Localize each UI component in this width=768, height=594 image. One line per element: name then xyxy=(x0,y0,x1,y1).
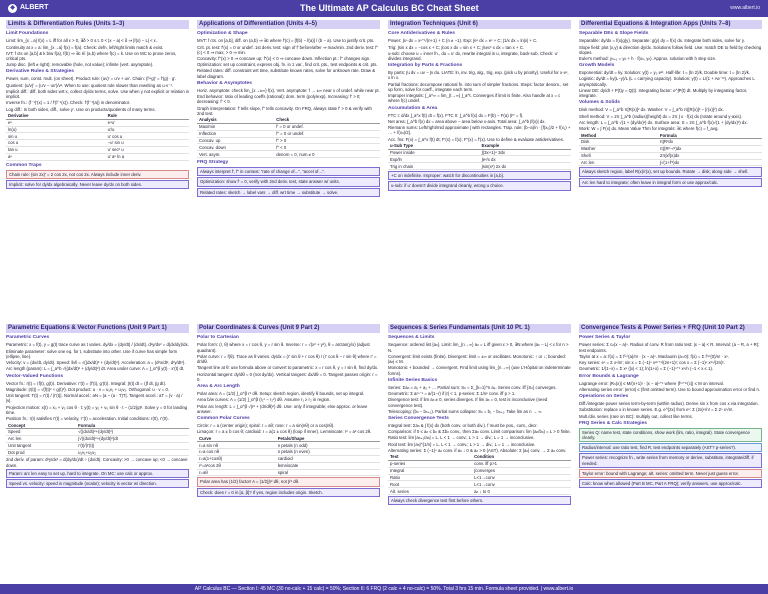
table-cell: cardioid xyxy=(276,455,380,462)
header-bar xyxy=(0,0,768,17)
table-row xyxy=(388,163,571,170)
panel-title: Sequences & Series Fundamentals (Unit 10 Pt. 1) xyxy=(388,324,571,333)
reference-table xyxy=(579,132,762,166)
formula-text: Sequence: ordered list {aₙ}. Limit: lim_{n→∞} aₙ = L iff given ε > 0, ∃N where |aₙ − L| < ε for n > N. xyxy=(388,342,569,353)
footer-bar xyxy=(0,584,768,594)
section-heading: Optimization & Shape xyxy=(197,31,248,37)
formula-text: Polar area: A = (1/2) ∫_α^β r² dθ. Setup: sketch region, identify θ bounds, set up integral. xyxy=(197,391,365,397)
formula-text: Divergence test: if lim aₙ ≠ 0, series diverges. If lim aₙ = 0, test is inconclusive (need convergence test). xyxy=(388,397,548,408)
panel-body xyxy=(197,30,380,196)
table-row xyxy=(6,435,189,442)
formula-text: 2nd deriv. of param: d²y/dx² = d(dy/dx)/dt ÷ (dx/dt). Concavity: >0 → concave up; <0 → concave down. xyxy=(6,457,188,468)
section-heading: Volumes & Solids xyxy=(579,100,620,106)
table-cell: lemniscate xyxy=(276,462,380,469)
table-cell: Inflection xyxy=(197,130,274,137)
section-heading: Derivative Rules & Strategies xyxy=(6,69,74,75)
formula-text: Projection motion: x(t) = x₀ + v₀ cos θ · t; y(t) = y₀ + v₀ sin θ · t − (1/2)gt². Solve y = 0 for landing time. xyxy=(6,404,188,415)
logo-text: ALBERT xyxy=(20,4,49,12)
panel-body xyxy=(388,30,571,190)
table-cell: Disk xyxy=(579,139,658,146)
formula-text: Alternating series: Σ (−1)ⁿ aₙ conv. if aₙ ↓ 0 & aₙ > 0 (AST). Absolute: Σ |aₙ| conv. → Σ aₙ conv. xyxy=(388,447,567,453)
table-cell: r′(t)/|r′(t)| xyxy=(76,442,189,449)
table-row xyxy=(6,442,189,449)
table-body xyxy=(6,119,189,160)
column-header: Derivative xyxy=(6,113,106,119)
formula-text: Partial fractions: decompose rational fn. into sum of simpler fractions. Steps: factor denom., set up form, solve for coeff., integrate each term. xyxy=(388,81,569,92)
table-body xyxy=(388,149,571,169)
formula-text: Separable: dy/dx = f(x)g(y). Separate: g(y) dy = f(x) dx. Integrate both sides, solve for y. xyxy=(579,38,745,44)
section-heading: Accumulation & Area xyxy=(388,105,438,111)
table-cell: sin u xyxy=(6,133,106,140)
panel-parametric-vector xyxy=(4,323,191,583)
table-row xyxy=(197,123,380,130)
formula-text: Velocity: v = (dx/dt, dy/dt). Speed: ‖v‖ = √((dx/dt)² + (dy/dt)²). Acceleration: a = (d²x/dt², d²y/dt²). xyxy=(6,360,186,366)
table-cell: n petals (n odd) xyxy=(276,442,380,449)
section-heading: Error Bounds & Lagrange xyxy=(579,373,639,379)
formula-text: Logistic: dy/dt = ky(L−y)/L (L = carrying capacity). Solution: y(t) = L/(1 + Ae⁻ᵏᵗ). Approaches L asymptotically. xyxy=(579,76,755,87)
cheat-sheet-grid xyxy=(4,19,764,583)
table-cell: ∫√((dx/dt)²+(dy/dt)²)dt xyxy=(76,435,189,442)
tip-callout: +C on indefinite. Improper: watch for discontinuities in [a,b]. xyxy=(388,171,571,180)
panel-title: Polar Coordinates & Curves (Unit 9 Part 2) xyxy=(197,324,380,333)
panel-integration-techniques xyxy=(386,19,573,321)
tip-callout: Related rates: sketch → label vars → diff. wrt time → substitute → solve. xyxy=(197,188,380,197)
formula-text: u-sub: choose u = inner fn., du = u′ dx, rewrite integral in u, integrate, back-sub. Check: u′ divides integrand. xyxy=(388,50,558,61)
section-heading: Integration by Parts & Fractions xyxy=(388,63,463,69)
column-header: Rule xyxy=(106,113,189,119)
column-header: Formula xyxy=(76,422,189,428)
table-cell: Trig in chain xyxy=(388,163,480,170)
section-heading: Sequences & Limits xyxy=(388,335,435,341)
formula-text: Telescoping: (bₙ − bₙ₊₁). Partial sums collapse: Sₙ = b₁ − bₙ₊₁. Take lim as n → ∞. xyxy=(388,408,543,414)
table-cell: L<1→conv xyxy=(472,474,571,481)
panel-body xyxy=(6,30,189,189)
panel-title: Limits & Differentiation Rules (Units 1–3) xyxy=(6,20,189,29)
formula-text: IVT: f cts on [a,b] & k b/w f(a), f(b) ⇒ ∃c ∈ (a,b) where f(c) = k. Use on MC to prove zeros, critical pts. xyxy=(6,50,177,61)
formula-text: Horizontal tangent: dy/dθ = 0 (not dy/dx). Vertical tangent: dx/dθ = 0. Tangent passes origin: r = 0. xyxy=(197,371,378,382)
panel-applications-differentiation xyxy=(195,19,382,321)
formula-text: Quotient: (u/v)′ = (u′v − uv′)/v². When to use: quotient rule slower than rewriting as u·v⁻¹. xyxy=(6,82,174,88)
section-heading: Common Traps xyxy=(6,162,42,168)
section-heading: FRQ Series & Calc Strategies xyxy=(579,420,647,426)
table-cell: Exp/ln xyxy=(388,156,480,163)
table-row xyxy=(579,152,762,159)
table-cell: tan u xyxy=(6,147,106,154)
table-cell: ∫sin(x²) 2x dx xyxy=(480,163,571,170)
column-header: Example xyxy=(480,143,571,149)
panel-body xyxy=(6,334,189,488)
table-row xyxy=(6,140,189,147)
table-cell: cos u xyxy=(6,140,106,147)
section-heading: Vector-Valued Functions xyxy=(6,373,64,379)
formula-text: Arc length (param): L = ∫_a^b √((dx/dt)² + (dy/dt)²) dt. Area under curve: A = ∫_α^β y(t) · x′(t) dt. xyxy=(6,366,185,372)
table-row xyxy=(388,149,571,156)
formula-text: Root test: lim |aₙ|^{1/n} = L. L < 1 → conv.; L > 1 → div.; L = 1 → inconclusive. xyxy=(388,441,536,447)
formula-text: Taylor at x = a: f(x) = Σ f⁽ⁿ⁾(a)/n! · (x − a)ⁿ. Maclaurin (a=0): f(x) = Σ f⁽ⁿ⁾(0)/n! · xⁿ. xyxy=(579,353,730,359)
section-heading: Common Polar Curves xyxy=(197,416,250,421)
panel-power-series-frq xyxy=(577,323,764,583)
panel-title: Parametric Equations & Vector Functions (Unit 9 Part 1) xyxy=(6,324,189,333)
panel-differential-equations xyxy=(577,19,764,321)
tip-callout: Calc: know when allowed (Part B MC, Part A FRQ); verify answers, use approx/calc. xyxy=(579,479,762,488)
table-cell: π∫(R²−r²)dx xyxy=(658,145,762,152)
albert-logo-icon: ◆ xyxy=(8,4,17,13)
column-header: Concept xyxy=(6,422,76,428)
table-cell: spiral xyxy=(276,469,380,476)
formula-text: Position fn.: r(t) satisfies r′(t) = velocity, r″(t) = acceleration. Initial conditions: r(0), r′(0). xyxy=(6,416,169,421)
table-cell: Vert. asym. xyxy=(197,151,274,158)
table-cell: f″ > 0 xyxy=(274,137,380,144)
column-header: u-Sub Type xyxy=(388,143,480,149)
table-row xyxy=(197,442,380,449)
formula-text: Circle: r = a (center origin); spiral: r = aθ; rose: r = a sin(nθ) or a cos(nθ). xyxy=(197,422,335,428)
reference-table xyxy=(197,435,380,476)
table-cell: L<1→conv xyxy=(472,481,571,488)
tip-callout: Implicit: solve for dy/dx algebraically. Never leave dy/dx on both sides. xyxy=(6,180,189,189)
table-row xyxy=(388,156,571,163)
tip-callout: Optimization: show f′ = 0, verify with 2nd deriv. test, state answer w/ units. xyxy=(197,177,380,186)
column-header: Check xyxy=(274,117,380,123)
formula-text: Integral test: Σaₙ & ∫ f(x) dx (both conv. or both div.). f must be pos., cont., decr. xyxy=(388,422,538,428)
formula-text: Magnitude: |r(t)| = √(f(t)² + g(t)²). Dot product: u · v = u₁v₁ + u₂v₂. Orthogonal: u · v = 0. xyxy=(6,386,170,392)
column-header: Method xyxy=(579,132,658,138)
formula-text: Geometric: 1/(1−x) = Σ xⁿ (|x| < 1); ln(1+x) = Σ (−1)ⁿ⁺¹ xⁿ/n (−1 < x ≤ 1). xyxy=(579,366,714,372)
table-row xyxy=(197,130,380,137)
formula-text: MVT: f cts. on [a,b], diff. on (a,b) ⇒ ∃c where f′(c) = [f(b) − f(a)] / (b − a). Use to justify crit. pts. xyxy=(197,38,375,44)
table-cell: Concav. down xyxy=(197,144,274,151)
table-row xyxy=(197,462,380,469)
table-row xyxy=(388,467,571,474)
formula-text: Disk method: V = ∫_a^b π[R(x)]² dx. Washer: V = ∫_a^b π([R(x)]² − [r(x)]²) dx. xyxy=(579,107,724,113)
table-cell: u′ sec² u xyxy=(106,147,189,154)
table-row xyxy=(579,139,762,146)
table-cell: Root xyxy=(388,481,472,488)
formula-text: Concavity: f″(x) > 0 ⇒ concave up; f″(x) < 0 ⇒ concave down. Inflection pt.: f″ changes sign. xyxy=(197,56,371,61)
table-row xyxy=(197,449,380,456)
table-cell: Power inside xyxy=(388,149,480,156)
formula-text: Polar arc length: L = ∫_α^β √(r² + (dr/dθ)²) dθ. Use: only if integrable; else approx. or leave answer. xyxy=(197,403,368,414)
formula-text: Alternating series error: |error| ≤ (first omitted term). Use to bound approximation error or find n. xyxy=(579,386,761,392)
brand-logo[interactable] xyxy=(8,4,48,13)
table-cell: ∫converges xyxy=(472,467,571,474)
table-row xyxy=(197,455,380,462)
site-link[interactable]: www.albert.io xyxy=(730,5,760,12)
table-cell: p-series xyxy=(388,460,472,467)
table-row xyxy=(6,429,189,436)
tip-callout: Radius/interval: use ratio test, find R, test endpoints separately (AST? p-series?). xyxy=(579,443,762,452)
panel-polar xyxy=(195,323,382,583)
table-row xyxy=(6,147,189,154)
table-cell: Alt. series xyxy=(388,488,472,495)
formula-text: End behavior: ratio of leading coeffs (rational); dom. term (poly/exp). Increasing: f′ > 0; decreasing: f′ < 0. xyxy=(197,94,361,105)
table-row xyxy=(197,469,380,476)
panel-body xyxy=(579,334,762,488)
formula-text: Unit tangent: T(t) = r′(t) / |r′(t)|. Normal accel.: aN = |a − (a · T)T|. Tangent accel.: aT = (v · a) / |v|. xyxy=(6,393,183,404)
table-cell: r²=a²cos 2θ xyxy=(197,462,276,469)
section-heading: Operations on Series xyxy=(579,394,629,400)
table-cell: r=a(1+cosθ) xyxy=(197,455,276,462)
formula-text: FTC I: d/dx ∫_a^x f(t) dt = f(x). FTC II: ∫_a^b f(x) dx = F(b) − F(a) (F′ = f). xyxy=(388,112,524,118)
column-header: Formula xyxy=(658,132,762,138)
table-row xyxy=(6,133,189,140)
table-row xyxy=(388,474,571,481)
reference-table xyxy=(6,422,189,456)
formula-text: Substitution: replace x in known series. E.g. e^{2x} from eˣ: Σ (2x)ⁿ/n! = Σ 2ⁿ xⁿ/n!. xyxy=(579,407,734,413)
tip-callout: Taylor error: bound with Lagrange; alt. series: omitted term. Never just guess error. xyxy=(579,469,762,478)
table-cell: aₙ ↓ to 0 xyxy=(472,488,571,495)
formula-text: Linear DE: dy/dt + P(t)y = Q(t). Integrating factor: e^∫P(t) dt. Multiply by integrating factor, integrate. xyxy=(579,87,748,99)
formula-text: Area b/w curves: A = (1/2) ∫_α^β (r₁² − r₂²) dθ. Assume r₁ ≥ r₂ in region. xyxy=(197,397,331,403)
tip-callout: Arc len hard to integrate; often leave in integral form or use approx/calc. xyxy=(579,178,762,187)
table-body xyxy=(197,123,380,157)
formula-text: Lagrange error: |Rₙ(x)| ≤ M/(n+1)! · |x − a|ⁿ⁺¹ where |f⁽ⁿ⁺¹⁾(c)| ≤ M on interval. xyxy=(579,380,724,386)
formula-text: Diff./integrate power series term-by-term (within radius). Derive sin x from cos x via integration. xyxy=(579,401,759,407)
formula-text: Euler's method: yₙ₊₁ = yₙ + h · f(xₙ, yₙ). Approx. solution with h step size. xyxy=(579,56,717,61)
section-heading: Power Series & Taylor xyxy=(579,335,631,341)
table-row xyxy=(388,481,571,488)
table-cell: ∫(3x+1)⁴ 3dx xyxy=(480,149,571,156)
panel-title: Integration Techniques (Unit 6) xyxy=(388,20,571,29)
formula-text: Vector fn.: r(t) = ⟨f(t), g(t)⟩. Derivative: r′(t) = ⟨f′(t), g′(t)⟩. Integral: ∫r(t) dt = ⟨∫f dt, ∫g dt⟩. xyxy=(6,380,167,386)
table-cell: u′/u xyxy=(106,126,189,133)
formula-text: Graph interpretation: f′ tells slope, f″ tells concavity. On FRQ, always state f′ > 0 & verify with 2nd test. xyxy=(197,105,372,116)
table-cell: Unit tangent xyxy=(6,442,76,449)
table-cell: conv. iff p>1 xyxy=(472,460,571,467)
formula-text: Polar curve: r = f(θ). Trace as θ varies. dy/dx = (r′ sin θ + r cos θ) / (r′ cos θ − r sin θ) where r′ = dr/dθ. xyxy=(197,353,377,365)
formula-text: Jump disc. (left ≠ right); removable (hole, not value); infinite (vert. asymptote). xyxy=(6,62,154,68)
section-heading: Behavior & Asymptotes xyxy=(197,80,252,86)
table-row xyxy=(197,137,380,144)
formula-text: Improper integrals: ∫_a^∞ = lim_{t→∞} ∫_a^t. Converges if limit is finite. Also handle at x = c where f(c) undef. xyxy=(388,93,561,104)
tip-callout: Polar area has (1/2) factor! A = (1/2)∫r² dθ, not ∫r² dθ. xyxy=(197,477,380,486)
formula-text: Slope field: plot (x,y) & direction dy/dx. Solutions follow field. Use: match DE to field by checking slopes. xyxy=(579,44,762,55)
table-body xyxy=(388,460,571,494)
formula-text: Trig: ∫sin x dx = −cos x + C; ∫cos x dx = sin x + C; ∫sec² x dx = tan x + C. xyxy=(388,44,525,50)
panel-title: Convergence Tests & Power Series + FRQ (Unit 10 Part 2) xyxy=(579,324,762,333)
table-cell: ∫√(1+f′²)dx xyxy=(658,159,762,166)
reference-table xyxy=(388,143,571,170)
section-heading: Infinite Series Basics xyxy=(388,377,438,383)
table-cell: n petals (n even) xyxy=(276,449,380,456)
formula-text: Horiz. asymptote: check lim_{x→±∞} f(x). Vert. asymptote: f → ±∞ near x of undef. while near pt. xyxy=(197,87,380,93)
table-cell: f″ < 0 xyxy=(274,144,380,151)
formula-text: Ratio test: lim |aₙ₊₁/aₙ| = L. L < 1 → conv.; L > 1 → div.; L = 1 → inconclusive. xyxy=(388,435,535,441)
table-cell: 2π∫xf(x)dx xyxy=(658,152,762,159)
table-row xyxy=(6,449,189,456)
formula-text: Convergent: limit exists (finite). Divergent: limit = ±∞ or oscillates. Monotonic: ↑ or ↓; bounded: |aₙ| ≤ M. xyxy=(388,353,566,365)
formula-text: Comparison: if 0 ≤ aₙ ≤ bₙ & Σbₙ conv., then Σaₙ conv. Limit comparison: lim (aₙ/bₙ) = L > 0 finite. xyxy=(388,429,571,435)
tip-callout: Check: does r = 0 in [α, β]? If yes, region includes origin. Sketch. xyxy=(197,488,380,497)
formula-text: Power series: Σ cₙ(x − a)ⁿ. Radius of conv. R from ratio test: |x − a| < R. Interval: (a − R, a + R); test endpoints. xyxy=(579,342,760,353)
formula-text: Optimization: set up constraint, express obj. fn. in 1 var., find crit. pts., test endpoints & crit. pts. xyxy=(197,62,378,68)
table-cell: u′ aᵘ ln a xyxy=(106,153,189,160)
table-cell: f″ = 0 or undef. xyxy=(274,130,380,137)
section-heading: Polar to Cartesian xyxy=(197,335,239,341)
table-cell: aᵘ xyxy=(6,153,106,160)
tip-callout: Always sketch region, label R(x)/r(x), set up bounds. Rotate → disk; along side → shell. xyxy=(579,167,762,176)
column-header: Curve xyxy=(197,435,276,441)
table-cell: u′ cos u xyxy=(106,133,189,140)
formula-text: Eliminate parameter: solve one eq. for t, substitute into other. Use if curve has simple form (ellipse, line). xyxy=(6,348,178,359)
table-cell: Washer xyxy=(579,145,658,152)
section-heading: Growth Models xyxy=(579,63,615,69)
column-header: Analysis xyxy=(197,117,274,123)
table-cell: r=a sin nθ xyxy=(197,442,276,449)
formula-text: Tangent line at θ: use formula above or convert to parametric: x = r cos θ, y = r sin θ, find dy/dx. xyxy=(197,365,379,371)
formula-text: Inverse fn.: (f⁻¹)′(x) = 1 / f′(f⁻¹(x)). Check: f′(f⁻¹(a)) in denominator. xyxy=(6,100,131,106)
page-title: The Ultimate AP Calculus BC Cheat Sheet xyxy=(300,3,479,14)
table-row xyxy=(197,144,380,151)
table-cell: f′ = 0 or undef. xyxy=(274,123,380,130)
table-cell: Max/min xyxy=(197,123,274,130)
table-cell: eᵘ xyxy=(6,119,106,126)
table-body xyxy=(6,429,189,456)
tip-callout: Power series: recognize fn., write series from memory or derive, substitute, integrate/diff. if needed. xyxy=(579,453,762,467)
table-cell: ln(u) xyxy=(6,126,106,133)
table-cell: π∫R²dx xyxy=(658,139,762,146)
formula-text: Implicit diff.: diff. both sides wrt x, collect dy/dx terms, solve. Use when y not explicit or relation is implicit. xyxy=(6,88,190,100)
table-body xyxy=(197,442,380,476)
section-heading: Core Antiderivatives & Rules xyxy=(388,31,455,37)
formula-text: Parametric: x = f(t), y = g(t) trace curve as t varies. dy/dx = (dy/dt) / (dx/dt). d²y/dx² = d(dx/dy)/dx. xyxy=(6,342,189,348)
panel-title: Applications of Differentiation (Units 4–5) xyxy=(197,20,380,29)
table-row xyxy=(6,126,189,133)
column-header: Test xyxy=(388,454,472,460)
column-header: Condition xyxy=(472,454,571,460)
table-cell: u₁v₁+u₂v₂ xyxy=(76,449,189,456)
section-heading: Area & Arc Length xyxy=(197,384,240,390)
table-body xyxy=(579,139,762,166)
table-row xyxy=(579,145,762,152)
panel-body xyxy=(388,334,571,505)
tip-callout: u-sub: if u′ doesn't divide integrand cleanly, wrong u choice. xyxy=(388,181,571,190)
reference-table xyxy=(197,117,380,158)
table-cell: Dot prod xyxy=(6,449,76,456)
section-heading: Limit Foundations xyxy=(6,31,49,37)
panel-sequences-series xyxy=(386,323,573,583)
table-cell: Arc len xyxy=(579,159,658,166)
section-heading: FRQ Strategy xyxy=(197,160,229,166)
tip-callout: Series Q: name test, state conditions, show work (lim, ratio, integral). State convergence clearly. xyxy=(579,428,762,442)
table-cell: √((dx/dt)²+(dy/dt)²) xyxy=(76,429,189,436)
footer-text: AP Calculus BC — Section I: 45 MC (30 no-calc + 15 calc) = 50%; Section II: 6 FRQ (2 calc + 4 no-calc) = 50%. Total 3 hrs 15 min. Formula sheet provided. | www.albert.io xyxy=(194,585,574,592)
formula-text: Shell method: V = 2π ∫_a^b (radius)(height) dx = 2π ∫ x · f(x) dx (rotate around y-axis). xyxy=(579,113,743,119)
formula-text: By parts: ∫u dv = uv − ∫v du. LIATE: ln, inv. trig, alg., trig, exp. (pick u by priority). Useful for x·eˣ, x ln x. xyxy=(388,70,569,81)
table-cell: r=aθ xyxy=(197,469,276,476)
formula-text: Net area: ∫_a^b f(x) dx = area above − area below x-axis. Total area: ∫_a^b |f(x)| dx. xyxy=(388,118,546,124)
table-cell: Shell xyxy=(579,152,658,159)
formula-text: Series: Σaₙ = a₁ + a₂ + … Partial sum: Sₙ = Σ_{k=1}^n aₖ. Series conv. iff {Sₙ} converges. xyxy=(388,384,557,390)
reference-table xyxy=(6,113,189,161)
formula-text: Riemann sums: Left/right/mid approximate ∫ with rectangles. Trap. rule: (b−a)/n · [f(x₀)/2 + f(x₁) + … + f(xₙ)/2]. xyxy=(388,125,571,136)
formula-text: Related rates: diff. constraint wrt time, substitute known rates, solve for unknown rate. Draw & label diagram. xyxy=(197,68,376,79)
table-cell: Integral xyxy=(388,467,472,474)
table-cell: Arc len xyxy=(6,435,76,442)
table-cell: −u′ sin u xyxy=(106,140,189,147)
panel-limits-differentiation xyxy=(4,19,191,321)
reference-table xyxy=(388,454,571,495)
panel-title: Differential Equations & Integration Apps (Units 7–8) xyxy=(579,20,762,29)
table-cell: Speed xyxy=(6,429,76,436)
formula-text: Continuity at x = a: lim_{x→a} f(x) = f(a). Check: defn, left/right limits match & exist. xyxy=(6,44,164,50)
formula-text: Monotonic + bounded → convergent. Find limit using lim_{n→∞} (use L'Hôpital on indeterminate forms). xyxy=(388,365,571,376)
formula-text: Mult./div. series (rare on BC): multiply out, collect like terms. xyxy=(579,413,693,419)
formula-text: Work: W = ∫ F(x) dx. Mean Value Thm for integrals: ∃c where f(c) = f_avg. xyxy=(579,126,719,132)
table-row xyxy=(6,119,189,126)
formula-text: Acc. fns: F(x) = ∫_a^x f(t) dt; F′(x) = f(x); F″(x) = f′(x). Use to define & evaluate antiderivatives. xyxy=(388,136,564,142)
table-row xyxy=(388,488,571,495)
panel-body xyxy=(579,30,762,187)
formula-text: Log diff.: In both sides, diff., solve y′. Use on products/quotients of many terms. xyxy=(6,106,156,112)
tip-callout: Speed vs. velocity: speed is magnitude (scalar); velocity is vector w/ direction. xyxy=(6,479,189,488)
table-cell: ∫eˣ/x dx xyxy=(480,156,571,163)
formula-text: Limaçon: r = a ± b cos θ; cardioid: r = a(1 ± cos θ) (loop if inner). Lemniscate: r² = a² cos 2θ. xyxy=(197,429,372,435)
formula-text: Key series: eˣ = Σ xⁿ/n!; sin x = Σ (−1)ⁿ x²ⁿ⁺¹/(2n+1)!; cos x = Σ (−1)ⁿ x²ⁿ/(2n)!. xyxy=(579,360,725,366)
table-cell: Concav. up xyxy=(197,137,274,144)
section-heading: Separable DEs & Slope Fields xyxy=(579,31,649,37)
table-cell: denom = 0, num ≠ 0 xyxy=(274,151,380,158)
formula-text: Exponential: dy/dt = ky. Solution: y(t) = y₀ eᵏᵗ. Half-life: t = (ln 2)/k. Double time: t = (ln 2)/k. xyxy=(579,70,751,76)
tip-callout: Always check divergence test first before others. xyxy=(388,496,571,505)
formula-text: Power: ∫xⁿ dx = xⁿ⁺¹/(n+1) + C (n ≠ −1). Exp: ∫eˣ dx = eˣ + C; ∫1/x dx = ln|x| + C. xyxy=(388,38,538,44)
column-header: Petals/Shape xyxy=(276,435,380,441)
formula-text: Arc length: L = ∫_a^b √(1 + (dy/dx)²) dx. Surface area: S = 2π ∫_a^b f(x)√(1 + (dy/dx)²) dx. xyxy=(579,119,748,125)
tip-callout: Chain rule: (sin 2x)′ = 2 cos 2x, not cos 2x. Always include inner deriv. xyxy=(6,170,189,179)
table-row xyxy=(579,159,762,166)
table-row xyxy=(6,153,189,160)
formula-text: Limit: lim_{x→a} f(x) = L iff for all ε > 0, ∃δ > 0 s.t. 0 < |x − a| < δ ⇒ |f(x) − L| < ε. xyxy=(6,38,157,44)
table-cell: Ratio xyxy=(388,474,472,481)
table-row xyxy=(388,460,571,467)
formula-text: Polar form: (r, θ) where x = r cos θ, y = r sin θ. Inverse: r = √(x² + y²), θ = arctan(y/x) (adjust quadrant). xyxy=(197,342,370,353)
table-cell: r=a cos nθ xyxy=(197,449,276,456)
formula-text: Crit. pt. test: f′(x) = 0 or undef. 1st deriv. test: sign of f′ before/after ⇒ max/min. 2nd deriv. test: f″(c) < 0 ⇒ max; > 0 ⇒ min. xyxy=(197,44,379,55)
section-heading: Parametric Curves xyxy=(6,335,50,341)
table-row xyxy=(197,151,380,158)
tip-callout: Param: arc len easy to set up, hard to integrate. On MC: use calc or approx. xyxy=(6,469,189,478)
formula-text: Power, sum, const. mult. (on sheet). Product rule: (uv)′ = u′v + uv′. Chain: (f∘g)′ = f′(g) · g′. xyxy=(6,76,177,82)
formula-text: Geometric: Σ arⁿ⁻¹ = a/(1−r) if |r| < 1. p-series: Σ 1/nᵖ conv. iff p > 1. xyxy=(388,391,516,397)
tip-callout: Always interpret f′, f″ in context: "rate of change of...", "accel of...". xyxy=(197,167,380,176)
panel-body xyxy=(197,334,380,496)
section-heading: Series Convergence Tests xyxy=(388,416,449,421)
table-cell: eᵘu′ xyxy=(106,119,189,126)
